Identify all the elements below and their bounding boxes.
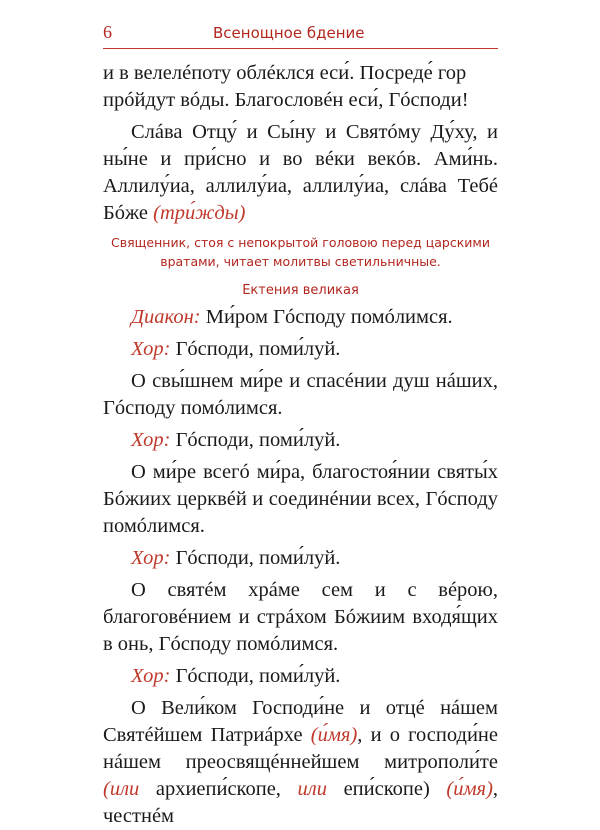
rubric-or: (или [103,778,140,800]
text-line: прóйдут вóды. Благословéн еси́, Гóсподи! [103,89,469,111]
petition: О святéм хрáме сем и с вéрою, благоговéнием и стрáхом Бóжиим входя́щих в онь, Гóсподу помóлимся. [103,579,498,655]
choir-line [103,427,498,454]
rubric-name: (и́мя) [310,724,358,746]
paren: ( [153,202,160,224]
rubric-thrice: три́жды [159,202,239,224]
speaker-label: Хор: [131,429,171,451]
text-run: Ми́ром Гóсподу помóлимся. [200,306,453,328]
page-header [103,20,498,49]
paragraph-continuation [103,60,498,114]
deacon-line [103,304,498,331]
speaker-label: Диакон: [131,306,201,328]
petition [103,695,498,830]
petition: О свы́шнем ми́ре и спасéнии душ нáших, Гóсподу помóлимся. [103,370,498,419]
choir-line [103,545,498,572]
text-run: епи́скопе) [326,778,430,800]
choir-line [103,663,498,690]
text-run: О Вели́ком Господи́не и отцé нáшем Святéйшем Патриáрхе [103,697,498,746]
speaker-label: Хор: [131,547,171,569]
choir-line [103,336,498,363]
paren: ) [238,202,246,224]
text-run: Гóсподи, поми́луй. [170,665,341,687]
section-title: Ектения великая [242,283,359,298]
speaker-label: Хор: [131,665,171,687]
text-run: Гóсподи, поми́луй. [170,547,341,569]
running-title: Всенощное бдение [213,24,365,42]
page-number: 6 [103,22,112,42]
text-run: , и о господи́не нáшем преосвящéннейшем митрополи́те [103,724,498,773]
petition: О ми́ре всегó ми́ра, благостоя́нии святы́х Бóжиих церквéй и соединéнии всех, Гóсподу помóлимся. [103,461,498,537]
rubric-or: или [297,778,327,800]
text-run: архиепи́скопе, [139,778,281,800]
text-line: и в велелéпоту облéклся еси́. Посреде́ гор [103,62,467,84]
rubric-name: (и́мя) [446,778,493,800]
rubric-instruction: Священник, стоя с непокрытой головою перед царскими вратами, читает молитвы светильничные. [111,235,490,269]
page-body [103,60,498,830]
text-run: Гóсподи, поми́луй. [170,338,341,360]
text-run: Слáва Отцу́ и Сы́ну и Святóму Ду́ху, и ны́не и при́сно и во вéки векóв. Ами́нь. Аллилу́иа, аллилу́иа, аллилу́иа, слáва Тебé Бóже [103,121,498,224]
speaker-label: Хор: [131,338,171,360]
text-run: , честнéм [103,778,499,827]
paragraph-glory [103,119,498,227]
text-run: Гóсподи, поми́луй. [170,429,341,451]
